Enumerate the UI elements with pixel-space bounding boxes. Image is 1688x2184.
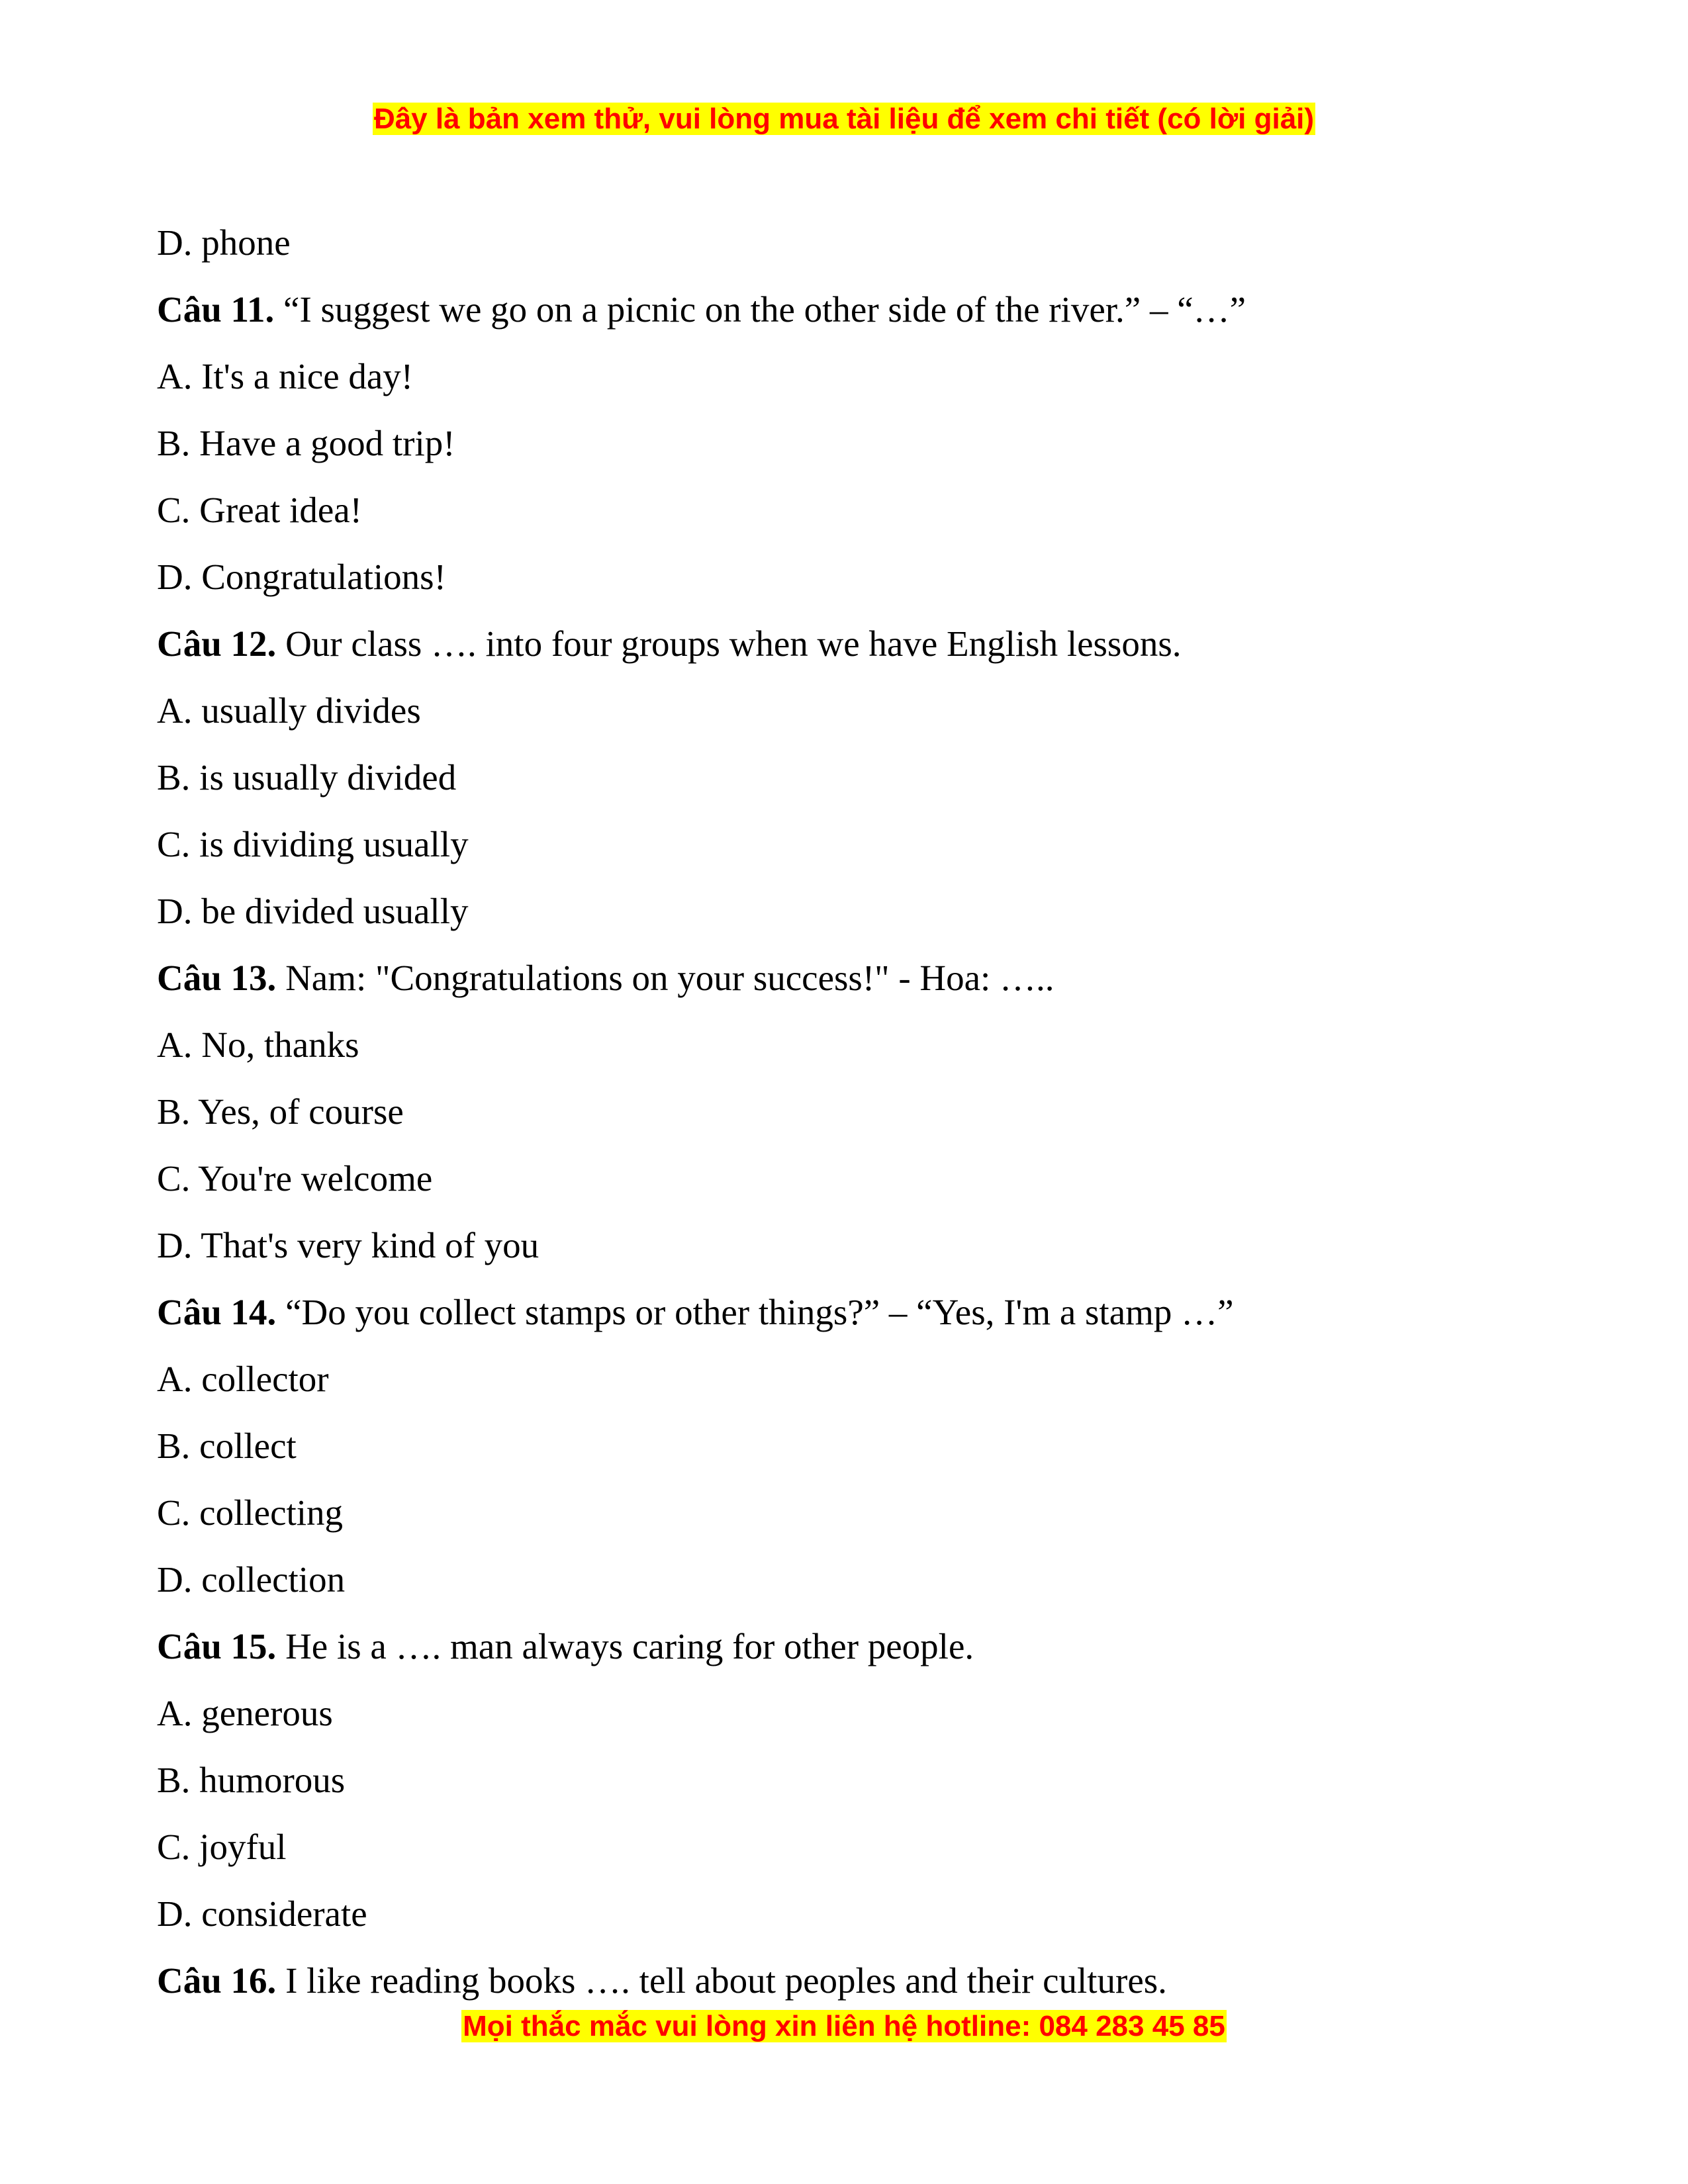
option-a: A. collector xyxy=(157,1359,329,1399)
hotline-notice-banner xyxy=(0,2007,1688,2046)
option-b: B. collect xyxy=(157,1426,297,1466)
option-c: C. collecting xyxy=(157,1492,344,1533)
question-number: Câu 12. xyxy=(157,623,277,664)
question-number: Câu 15. xyxy=(157,1626,277,1666)
question-15 xyxy=(157,1613,1534,1680)
question-13 xyxy=(157,944,1534,1011)
option-a: A. It's a nice day! xyxy=(157,356,414,396)
question-number: Câu 11. xyxy=(157,289,275,330)
option-d: D. That's very kind of you xyxy=(157,1225,539,1265)
option-c: C. You're welcome xyxy=(157,1158,433,1199)
option-a: A. usually divides xyxy=(157,690,421,731)
preview-notice-text: Đây là bản xem thử, vui lòng mua tài liệu để xem chi tiết (có lời giải) xyxy=(373,103,1315,135)
question-11 xyxy=(157,276,1534,343)
previous-question-option: D. phone xyxy=(157,222,291,263)
option-d: D. considerate xyxy=(157,1893,367,1934)
option-b: B. Have a good trip! xyxy=(157,423,455,463)
option-a: A. generous xyxy=(157,1693,333,1733)
question-16 xyxy=(157,1947,1534,2014)
option-a: A. No, thanks xyxy=(157,1024,359,1065)
option-b: B. Yes, of course xyxy=(157,1091,404,1132)
question-text: “Do you collect stamps or other things?” – “Yes, I'm a stamp …” xyxy=(276,1292,1234,1332)
question-text: Nam: "Congratulations on your success!" - Hoa: ….. xyxy=(276,958,1055,998)
option-c: C. Great idea! xyxy=(157,490,362,530)
question-text: I like reading books …. tell about peoples and their cultures. xyxy=(276,1960,1167,2001)
option-d: D. Congratulations! xyxy=(157,557,446,597)
question-number: Câu 16. xyxy=(157,1960,277,2001)
preview-notice-banner xyxy=(0,99,1688,139)
question-text: He is a …. man always caring for other people. xyxy=(276,1626,974,1666)
option-c: C. is dividing usually xyxy=(157,824,469,864)
question-text: Our class …. into four groups when we have English lessons. xyxy=(276,623,1182,664)
option-c: C. joyful xyxy=(157,1827,287,1867)
option-b: B. humorous xyxy=(157,1760,346,1800)
question-number: Câu 13. xyxy=(157,958,277,998)
option-d: D. collection xyxy=(157,1559,346,1600)
question-14 xyxy=(157,1279,1534,1345)
question-number: Câu 14. xyxy=(157,1292,277,1332)
question-12 xyxy=(157,610,1534,677)
option-b: B. is usually divided xyxy=(157,757,457,797)
question-list xyxy=(157,209,1534,2014)
hotline-notice-text: Mọi thắc mắc vui lòng xin liên hệ hotline: 084 283 45 85 xyxy=(463,2010,1225,2042)
question-text: “I suggest we go on a picnic on the other side of the river.” – “…” xyxy=(274,289,1246,330)
option-d: D. be divided usually xyxy=(157,891,469,931)
